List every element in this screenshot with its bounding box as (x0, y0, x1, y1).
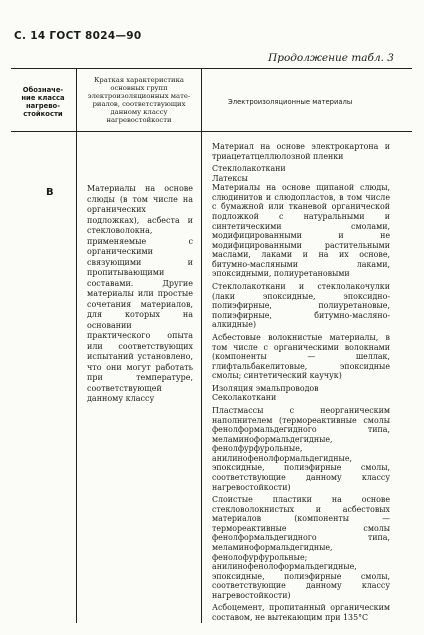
materials-list (212, 142, 390, 626)
material-item: Секолакоткани (212, 393, 277, 403)
column-header-class: Обозначе- ние класса нагрево- стойкости (21, 86, 65, 118)
material-item: Материал на основе электрокартона и триацетатцеллюлозной пленки (212, 142, 390, 161)
material-item: Стеклолакоткани (212, 164, 286, 174)
material-item: Слоистые пластики на основе стекловолокнистых и асбестовых материалов (компоненты — термореактивные смолы фенолформальдегидного типа, меламиноформальдегидные, фенолофурфурольные; анилинофенолоформальдегидные, эпоксидные, полиэфирные смолы, соответствующие данному классу нагревостойкости) (212, 495, 390, 600)
column-divider-1 (76, 68, 77, 623)
column-header-materials: Электроизоляционные материалы (228, 98, 353, 106)
material-item: Асбестовые волокнистые материалы, в том числе с органическими волокнами (компоненты — шеллак, глифтальбакелитовые, эпоксидные смолы; синтетический каучук) (212, 332, 390, 381)
material-item: Пластмассы с неорганическим наполнителем (термореактивные смолы фенолформальдегидного типа, меламиноформальдегидные, фенолфурфурольные, анилинофенолформальдегидные, эпоксидные, полиэфирные смолы, соответствующие данному классу нагревостойкости) (212, 406, 390, 492)
material-item: Материалы на основе щипаной слюды, слюдинитов и слюдопластов, в том числе с бумажной или тканевой органической подложкой с натуральными и синтетическими смолами, модифицированными и не модифицированными растительными маслами, лаками и на их основе, битумно-масляными лаками, эпоксидными, полиуретановыми (212, 183, 390, 279)
material-item: Асбоцемент, пропитанный органическим составом, не вытекающим при 135°С (212, 603, 390, 623)
material-item: Латексы (212, 173, 248, 183)
class-label: В (46, 187, 54, 198)
class-description (87, 184, 193, 405)
column-header-characteristic: Краткая характеристика основных групп электроизоляционных мате- риалов, соответствующих данному классу нагревостойкости (87, 76, 191, 124)
page-header-standard: С. 14 ГОСТ 8024—90 (14, 30, 142, 42)
column-divider-2 (201, 68, 202, 623)
table-top-rule (11, 68, 412, 69)
material-item: Изоляция эмальпроводов (212, 383, 319, 393)
table-continuation-label: Продолжение табл. 3 (268, 52, 394, 64)
table-header-rule (11, 131, 412, 132)
description-text: Материалы на основе слюды (в том числе на органических подложках), асбеста и стекловолокна, применяемые с органическими связующими и пропитывающими составами. Другие материалы или простые сочетания материалов, для которых на основании практического опыта или соответствующих испытаний установлено, что они могут работать при температуре, соответствующей данному классу (87, 184, 193, 403)
material-item: Стеклолакоткани и стеклолакочулки (лаки эпоксидные, эпоксидно-полиэфирные, полиуретановые, полиэфирные, битумно-масляно-алкидные) (212, 282, 390, 330)
